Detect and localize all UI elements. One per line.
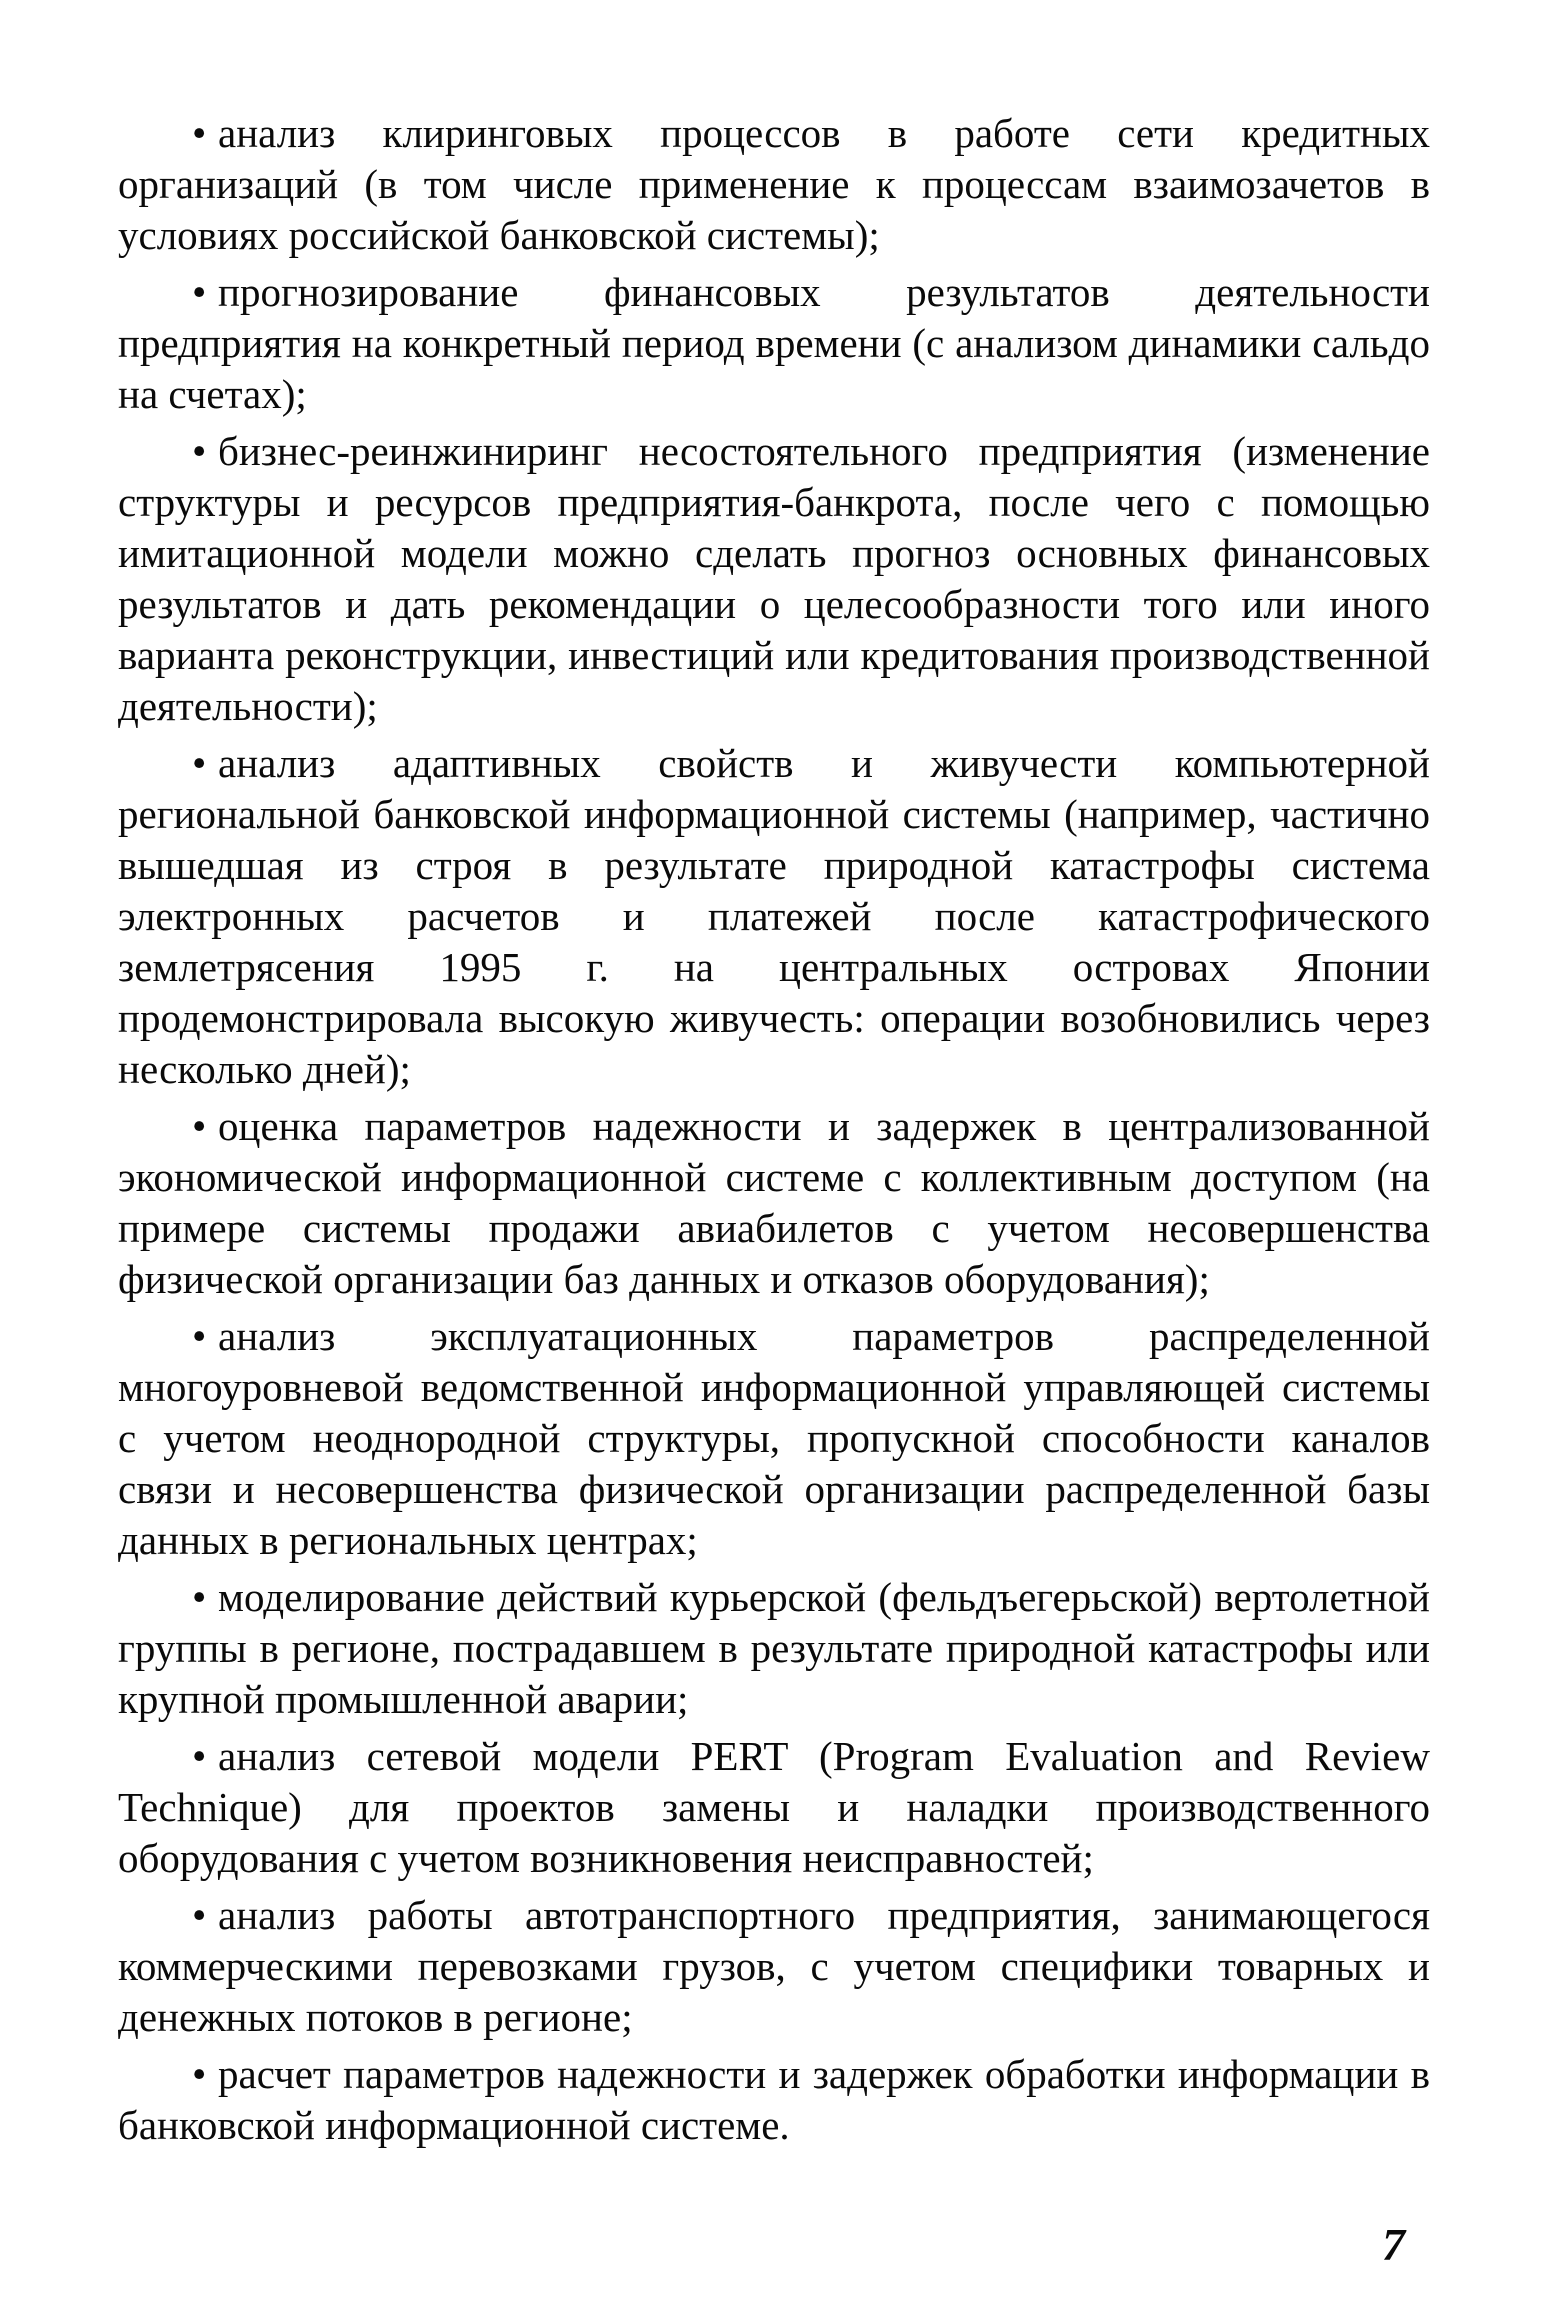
list-item-text: расчет параметров надежности и задержек обработки информации в банковской информационной системе. — [118, 2051, 1430, 2148]
list-item — [118, 738, 1430, 1095]
bullet-list — [118, 108, 1430, 2151]
bullet-icon: • — [192, 110, 207, 156]
list-item-text: анализ клиринговых процессов в работе сети кредитных организаций (в том числе применение к процессам взаимозачетов в условиях российской банковской системы); — [118, 110, 1430, 258]
list-item — [118, 2049, 1430, 2151]
bullet-icon: • — [192, 1313, 207, 1359]
list-item — [118, 1731, 1430, 1884]
list-item — [118, 1572, 1430, 1725]
document-page — [118, 108, 1430, 2157]
list-item-text: анализ работы автотранспортного предприятия, занимающегося коммерческими перевозками грузов, с учетом специфики товарных и денежных потоков в регионе; — [118, 1892, 1430, 2040]
bullet-icon: • — [192, 1574, 207, 1620]
list-item — [118, 1311, 1430, 1566]
list-item-text: анализ сетевой модели PERT (Program Evaluation and Review Technique) для проектов замены и наладки производственного оборудования с учетом возникновения неисправностей; — [118, 1733, 1430, 1881]
bullet-icon: • — [192, 2051, 207, 2097]
list-item-text: оценка параметров надежности и задержек в централизованной экономической информационной системе с коллективным доступом (на примере системы продажи авиабилетов с учетом несовершенства физической организации баз данных и отказов оборудования); — [118, 1103, 1430, 1302]
list-item — [118, 426, 1430, 732]
list-item-text: бизнес-реинжиниринг несостоятельного предприятия (изменение структуры и ресурсов предприятия-банкрота, после чего с помощью имитационной модели можно сделать прогноз основных финансовых результатов и дать рекомендации о целесообразности того или иного варианта реконструкции, инвестиций или кредитования производственной деятельности); — [118, 428, 1430, 729]
list-item-text: прогнозирование финансовых результатов деятельности предприятия на конкретный период времени (с анализом динамики сальдо на счетах); — [118, 269, 1430, 417]
list-item-text: моделирование действий курьерской (фельдъегерьской) вертолетной группы в регионе, пострадавшем в результате природной катастрофы или крупной промышленной аварии; — [118, 1574, 1430, 1722]
bullet-icon: • — [192, 269, 207, 315]
list-item-text: анализ эксплуатационных параметров распределенной многоуровневой ведомственной информационной управляющей системы с учетом неоднородной структуры, пропускной способности каналов связи и несовершенства физической организации распределенной базы данных в региональных центрах; — [118, 1313, 1430, 1563]
bullet-icon: • — [192, 1892, 207, 1938]
list-item — [118, 1890, 1430, 2043]
list-item — [118, 1101, 1430, 1305]
bullet-icon: • — [192, 428, 207, 474]
bullet-icon: • — [192, 740, 207, 786]
page-number: 7 — [1382, 2219, 1405, 2270]
list-item-text: анализ адаптивных свойств и живучести компьютерной региональной банковской информационной системы (например, частично вышедшая из строя в результате природной катастрофы система электронных расчетов и платежей после катастрофического землетрясения 1995 г. на центральных островах Японии продемонстрировала высокую живучесть: операции возобновились через несколько дней); — [118, 740, 1430, 1092]
bullet-icon: • — [192, 1103, 207, 1149]
list-item — [118, 108, 1430, 261]
bullet-icon: • — [192, 1733, 207, 1779]
list-item — [118, 267, 1430, 420]
